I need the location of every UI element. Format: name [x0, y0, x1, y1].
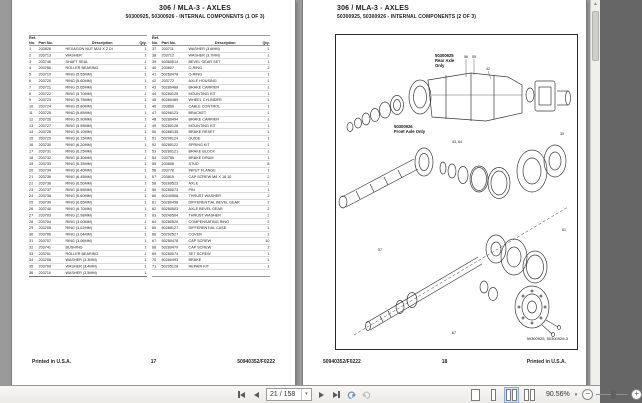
page-title: 306 / MLA-3 - AXLES [337, 5, 409, 12]
table-row: 61 50280498 DIFFERENTIAL BEVEL GEAR 2 [152, 200, 270, 205]
zoom-level-value: 90.56% [546, 391, 570, 398]
table-header-row: Ref. No. Part No. Description Qty. [152, 35, 270, 45]
table-row: 38 203712 WASHER (3.7MM) 1 [152, 52, 270, 58]
two-page-view-button[interactable] [504, 387, 519, 403]
table-row: 49 50280126 MOUNTING KIT 1 [152, 123, 270, 128]
previous-view-icon [346, 389, 357, 400]
table-row: 19 203733 RING (6.35MM) 1 [29, 161, 147, 167]
svg-text:Rear Axle: Rear Axle [435, 58, 455, 63]
svg-text:67: 67 [452, 331, 456, 335]
page-18-footer [303, 359, 586, 365]
table-row: 21 203735 RING (6.45MM) 1 [29, 174, 147, 179]
rear-axle-assembly [347, 73, 571, 132]
table-row: 68 50280479 CAP SCREW 2 [152, 244, 270, 250]
zoom-slider[interactable] [596, 388, 628, 401]
table-row: 50 50286135 BRAKE RESET 1 [152, 129, 270, 135]
footer-page-number: 18 [441, 359, 448, 365]
table-row: 10 203724 RING (5.80MM) 1 [29, 104, 147, 109]
page-18-header [337, 5, 572, 20]
table-row: 3 203746 SHAFT SEAL 1 [29, 59, 147, 64]
next-view-icon [361, 389, 372, 400]
zoom-dropdown-icon[interactable]: ▾ [574, 391, 578, 398]
previous-page-icon [254, 392, 259, 398]
table-row: 11 203725 RING (5.85MM) 1 [29, 110, 147, 115]
svg-text:Only: Only [435, 63, 445, 68]
table-row: 7 203721 RING (5.65MM) 1 [29, 84, 147, 90]
rear-axle-label [435, 53, 455, 68]
previous-view-button[interactable] [346, 388, 357, 401]
parts-table-column-1 [29, 35, 147, 277]
page-title: 306 / MLA-3 - AXLES [159, 5, 231, 12]
figure-number-label: 50300925, 50300926-3 [526, 336, 568, 341]
table-row: 65 50288127 DIFFERENTIAL CASE 1 [152, 225, 270, 231]
table-row: 60 50240508 THRUST WASHER 2 [152, 193, 270, 199]
table-row: 40 203807 O-RING 2 [152, 65, 270, 71]
table-row: 71 50295128 REPAIR KIT 1 [152, 264, 270, 269]
footer-printed-in: Printed in U.S.A. [526, 359, 566, 365]
table-row: 1 203826 HEXAGON NUT M24 X 2 DI 1 [29, 46, 147, 51]
svg-text:50300926: 50300926 [394, 124, 413, 129]
svg-text:39: 39 [560, 132, 564, 136]
table-row: 36 203710 WASHER (3.5MM) 1 [29, 270, 147, 275]
table-row: 54 203755 BRAKE DRUM 1 [152, 155, 270, 160]
footer-printed-in: Printed in U.S.A. [32, 359, 72, 365]
table-row: 27 203703 RING (2.98MM) 1 [29, 212, 147, 218]
page-number-input[interactable] [266, 388, 312, 401]
table-row: 13 203727 RING (5.95MM) 1 [29, 123, 147, 128]
table-header-row: Ref. No. Part No. Description Qty. [29, 35, 147, 45]
table-row: 2 203713 WASHER 1 [29, 52, 147, 58]
table-row: 29 203705 RING (3.02MM) 1 [29, 225, 147, 231]
zoom-out-button[interactable]: − [582, 389, 593, 400]
table-row: 59 50280073 PIN 1 [152, 187, 270, 192]
table-row: 58 50280523 AXLE 1 [152, 180, 270, 186]
document-page-17 [12, 0, 295, 386]
table-row: 31 203707 RING (3.06MM) 1 [29, 238, 147, 243]
table-row: 9 203723 RING (5.75MM) 1 [29, 97, 147, 103]
next-page-button[interactable] [316, 388, 327, 401]
scroll-up-icon[interactable]: ▲ [593, 1, 598, 7]
table-row: 12 203726 RING (5.90MM) 1 [29, 116, 147, 122]
axle-exploded-diagram [335, 34, 578, 350]
parts-table-column-2 [152, 35, 270, 277]
table-row: 28 203704 RING (3.00MM) 1 [29, 219, 147, 224]
front-axle-assembly [339, 145, 566, 208]
footer-page-number: 17 [150, 359, 157, 365]
table-row: 47 50296123 BRACKET 1 [152, 110, 270, 115]
zoom-in-button[interactable]: + [631, 389, 642, 400]
table-row: 15 203729 RING (6.15MM) 1 [29, 136, 147, 141]
table-row: 18 203732 RING (6.30MM) 1 [29, 155, 147, 160]
table-row: 55 203808 STUD 8 [152, 161, 270, 167]
shaft-and-hub-assembly [354, 207, 568, 337]
table-row: 66 50292527 COVER 1 [152, 232, 270, 237]
footer-doc-number: 50940352/F0222 [323, 359, 361, 365]
footer-doc-number: 50940352/F0222 [237, 359, 275, 365]
table-row: 48 50280494 BRAKE CARRIER 1 [152, 116, 270, 122]
table-row: 45 50280489 WHEEL CYLINDER 1 [152, 97, 270, 103]
table-row: 69 50280074 SET SCREW 1 [152, 251, 270, 256]
table-row: 70 50280493 BRAKE 1 [152, 257, 270, 263]
svg-text:Front Axle Only: Front Axle Only [394, 129, 426, 134]
page-subtitle: 50300925, 50300926 - INTERNAL COMPONENTS (2 OF 3) [337, 14, 477, 20]
vertical-scrollbar[interactable] [590, 0, 600, 386]
table-row: 52 50280122 SPRING KIT 1 [152, 142, 270, 147]
svg-text:55: 55 [472, 55, 476, 59]
table-row: 46 203860 CABLE CONTROL 1 [152, 104, 270, 109]
table-row: 26 203740 RING (6.70MM) 1 [29, 206, 147, 211]
continuous-view-button[interactable] [486, 387, 501, 403]
svg-text:56: 56 [464, 55, 468, 59]
table-row: 35 203709 WASHER (3.4MM) 1 [29, 264, 147, 269]
zoom-slider-thumb[interactable] [611, 390, 616, 399]
table-row: 20 203734 RING (6.40MM) 1 [29, 168, 147, 173]
document-page-18 [303, 0, 586, 386]
parts-table [29, 35, 309, 277]
table-row: 44 50280125 MOUNTING KIT 1 [152, 91, 270, 96]
table-row: 53 50280121 BRAKE BLOCK 1 [152, 148, 270, 154]
table-row: 8 203722 RING (5.70MM) 1 [29, 91, 147, 96]
previous-page-button[interactable] [251, 388, 262, 401]
svg-text:50300925: 50300925 [435, 53, 454, 58]
table-row: 42 203772 AXLE HOUSING 1 [152, 78, 270, 83]
table-row: 51 50296124 GUIDE 1 [152, 136, 270, 141]
svg-text:57: 57 [378, 248, 382, 252]
table-row: 43 50280488 BRAKE CARRIER 1 [152, 84, 270, 90]
svg-text:43, 64: 43, 64 [452, 140, 462, 144]
table-row: 24 203738 RING (6.60MM) 1 [29, 193, 147, 199]
front-axle-label [394, 124, 426, 134]
table-row: 39 50360514 BEVEL GEAR SET 1 [152, 59, 270, 64]
table-row: 14 203728 RING (6.10MM) 1 [29, 129, 147, 135]
table-row: 37 203711 WASHER (3.6MM) 1 [152, 46, 270, 51]
next-page-icon [319, 392, 324, 398]
table-row: 62 50280503 AXLE BEVEL GEAR 2 [152, 206, 270, 211]
first-page-button[interactable] [236, 388, 247, 401]
table-row: 17 203731 RING (6.25MM) 1 [29, 148, 147, 154]
page-dropdown-icon[interactable]: ▾ [301, 389, 311, 400]
table-row: 41 50260478 O-RING 1 [152, 72, 270, 77]
viewer-toolbar [0, 385, 640, 403]
table-row: 30 203706 RING (3.04MM) 1 [29, 232, 147, 237]
svg-text:42: 42 [486, 67, 490, 71]
diagram-callouts [378, 55, 566, 335]
table-row: 23 203737 RING (6.55MM) 1 [29, 187, 147, 192]
page-17-header [100, 5, 290, 20]
page-subtitle: 50300925, 50300926 - INTERNAL COMPONENTS (1 OF 3) [125, 14, 265, 20]
table-row: 32 203741 BUSHING 1 [29, 244, 147, 250]
table-row: 64 50280520 COMPENSATING RING 2 [152, 219, 270, 224]
table-row: 33 203751 ROLLER BEARING 1 [29, 251, 147, 256]
page-17-footer [12, 359, 295, 365]
svg-text:61: 61 [562, 228, 566, 232]
table-row: 63 50240504 THRUST WASHER 2 [152, 212, 270, 218]
single-page-view-button[interactable] [468, 387, 483, 403]
scrollbar-thumb[interactable] [592, 11, 599, 61]
table-row: 34 203708 WASHER (3.3MM) 1 [29, 257, 147, 263]
table-row: 4 203750 ROLLER BEARING 1 [29, 65, 147, 71]
table-row: 22 203736 RING (6.50MM) 1 [29, 180, 147, 186]
table-row: 67 50280478 CAP SCREW 10 [152, 238, 270, 243]
table-row: 6 203720 RING (5.60MM) 1 [29, 78, 147, 83]
page-number-value: 21 / 158 [270, 391, 296, 398]
two-page-continuous-view-button[interactable] [522, 387, 537, 403]
table-row: 56 203778 INPUT FLANGE 1 [152, 168, 270, 173]
table-row: 57 203815 CAP SCREW M8 X 16 10 2 [152, 174, 270, 179]
next-view-button[interactable] [361, 388, 372, 401]
table-row: 25 203739 RING (6.65MM) 1 [29, 200, 147, 205]
table-row: 5 203719 RING (5.55MM) 1 [29, 72, 147, 77]
last-page-button[interactable] [331, 388, 342, 401]
first-page-icon [240, 392, 245, 398]
table-row: 16 203730 RING (6.20MM) 1 [29, 142, 147, 147]
